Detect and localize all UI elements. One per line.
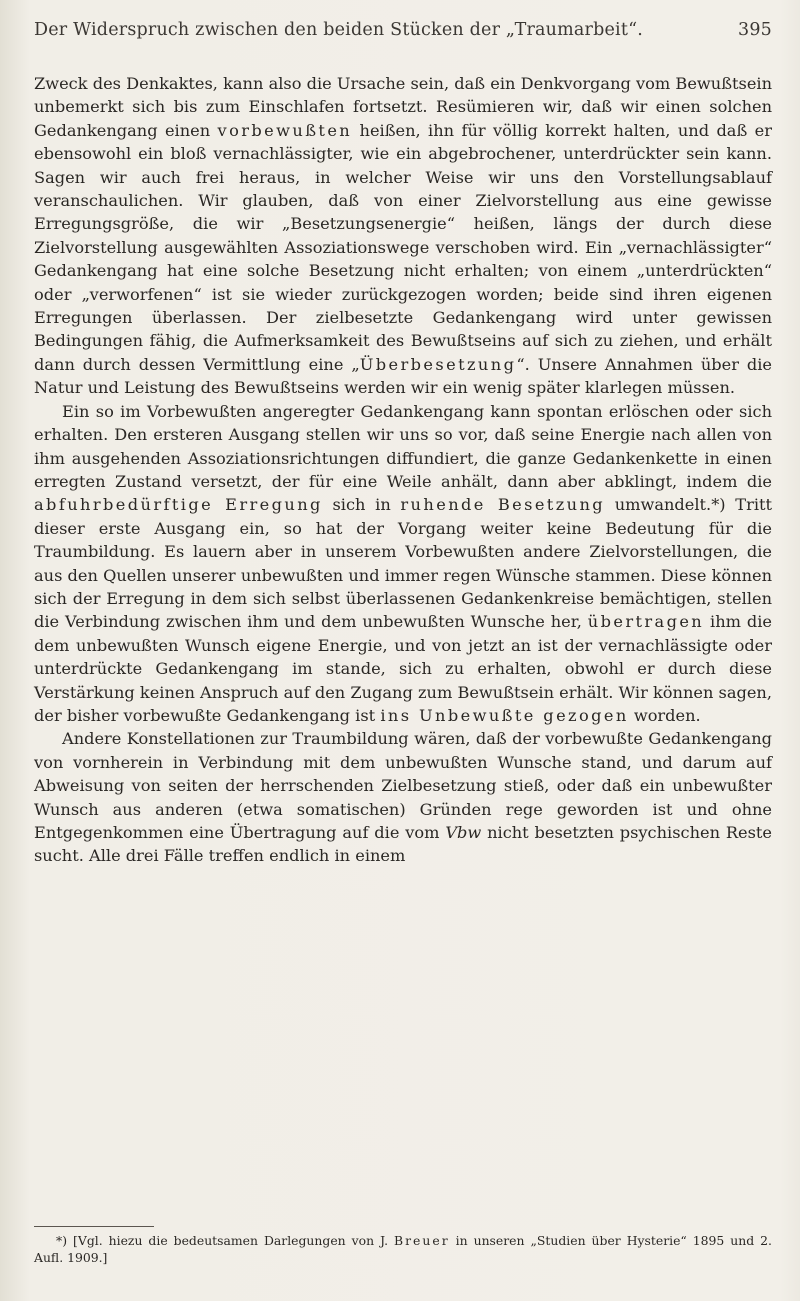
spaced-emphasis: vorbewußten (217, 120, 353, 140)
spaced-emphasis: abfuhrbedürftige Erregung (34, 495, 323, 515)
text-run: sich in (322, 495, 401, 515)
text-run: nicht besetzten psychischen Reste sucht. Alle drei Fälle treffen endlich in einem (34, 823, 773, 866)
spaced-emphasis: übertragen (587, 612, 705, 632)
text-run: heißen, ihn für völlig korrekt halten, und daß er ebensowohl ein bloß vernachlässigter, wie ein abgebrochener, unterdrückter sein kann. Sagen wir auch frei heraus, in welcher Weise wir uns den Vorstellungsablauf veranschaulichen. Wir glauben, daß von einer Zielvorstellung aus eine gewisse Erregungsgröße, die wir „Besetzungsenergie“ heißen, längs der durch diese Zielvorstellung ausgewählten Assoziationswege verschoben wird. Ein „vernachlässigter“ Gedankengang hat eine solche Besetzung nicht erhalten; von einem „unterdrückten“ oder „verworfenen“ ist sie wieder zurückgezogen worden; beide sind ihren eigenen Erregungen überlassen. Der zielbesetzte Gedankengang wird unter gewissen Bedingungen fähig, die Aufmerksamkeit des Bewußtseins auf sich zu ziehen, und erhält dann durch dessen Vermittlung eine „ (34, 120, 772, 374)
running-title: Der Widerspruch zwischen den beiden Stücken der „Traumarbeit“. (34, 20, 643, 40)
text-run: Andere Konstellationen zur Traumbildung wären, daß der vorbewußte Gedankengang von vornherein in Verbindung mit dem unbewußten Wunsche stand, und darum auf Abweisung von seiten der herrschenden Zielbesetzung stieß, oder daß ein unbewußter Wunsch aus anderen (etwa somatischen) Gründen rege geworden ist und ohne Entgegenkommen eine Übertragung auf die vom (34, 729, 772, 842)
paragraph (34, 72, 772, 400)
text-run: Ein so im Vorbewußten angeregter Gedankengang kann spontan erlöschen oder sich erhalten. Den ersteren Ausgang stellen wir uns so vor, daß seine Energie nach allen von ihm ausgehenden Assoziationsrichtungen diffundiert, die ganze Gedankenkette in einen erregten Zustand versetzt, der für eine Weile anhält, dann aber abklingt, indem die (34, 401, 772, 491)
text-run: worden. (628, 705, 701, 725)
paragraph (34, 727, 772, 867)
text-run: “. Unsere Annahmen über die Natur und Leistung des Bewußtseins werden wir ein wenig später klarlegen müssen. (34, 354, 772, 398)
spaced-emphasis: ins Unbewußte gezogen (380, 705, 629, 725)
text-run: ihm die dem unbewußten Wunsch eigene Energie, und von jetzt an ist der vernachlässigte oder unterdrückte Gedankengang im stande, sich zu erhalten, obwohl er durch diese Verstärkung keinen Anspruch auf den Zugang zum Bewußtsein erhält. Wir können sagen, der bisher vorbewußte Gedankengang ist (34, 612, 772, 725)
italic-term: Vbw (445, 823, 482, 842)
text-run: Zweck des Denkaktes, kann also die Ursache sein, daß ein Denkvorgang vom Bewußtsein unbemerkt sich bis zum Einschlafen fortsetzt. Resümieren wir, daß wir einen solchen Gedankengang einen (34, 74, 772, 140)
text-run: *) [Vgl. hiezu die bedeutsamen Darlegungen von J. (56, 1233, 395, 1248)
footnote (34, 1232, 772, 1266)
page-number: 395 (737, 20, 772, 40)
spaced-emphasis: ruhende Besetzung (400, 495, 606, 515)
spaced-emphasis: Breuer (394, 1233, 450, 1248)
spaced-emphasis: Überbesetzung (359, 354, 517, 374)
text-run: in unseren „Studien über Hysterie“ 1895 und 2. Aufl. 1909.] (34, 1233, 772, 1265)
footnote-divider (34, 1226, 154, 1227)
body-text (34, 72, 772, 868)
paragraph (34, 400, 772, 728)
text-run: umwandelt.*) Tritt dieser erste Ausgang ein, so hat der Vorgang weiter keine Bedeutung für die Traumbildung. Es lauern aber in unserem Vorbewußten andere Zielvorstellungen, die aus den Quellen unserer unbewußten und immer regen Wünsche stammen. Diese können sich der Erregung in dem sich selbst überlassenen Gedankenkreise bemächtigen, stellen die Verbindung zwischen ihm und dem unbewußten Wunsche her, (34, 495, 773, 632)
page-header (34, 20, 772, 40)
